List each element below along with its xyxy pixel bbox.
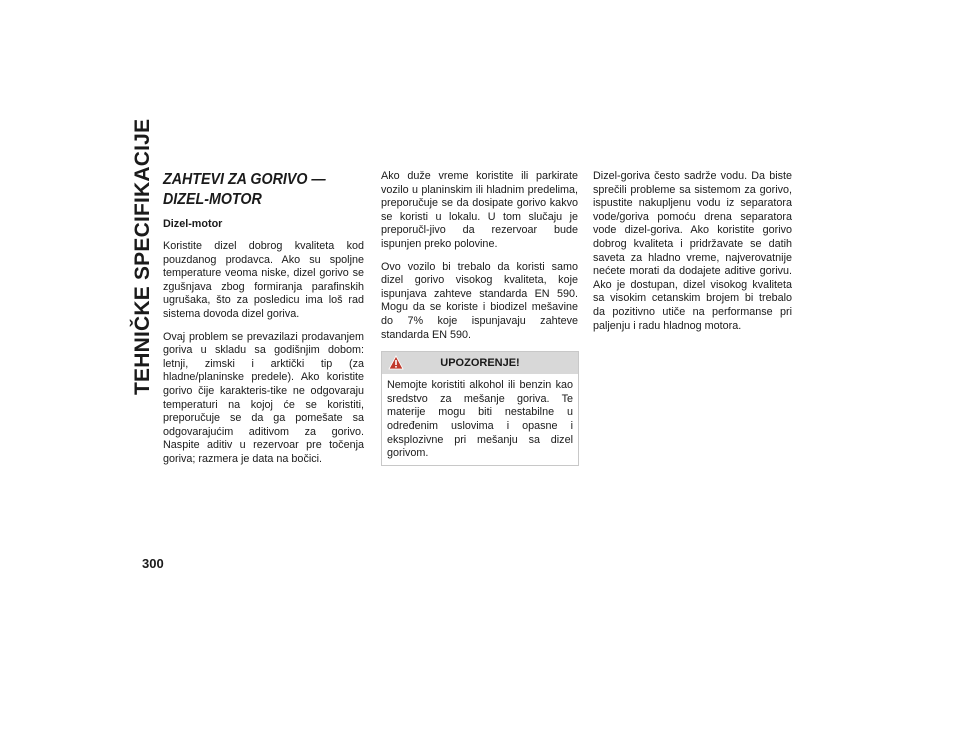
- section-title-line2: DIZEL-MOTOR: [163, 191, 262, 208]
- warning-text: Nemojte koristiti alkohol ili benzin kao sredstvo za mešanje goriva. Te materije mogu biti nestabilne u određenim uslovima i opasne i eksplozivne pri mešanju sa dizel gorivom.: [387, 379, 573, 460]
- section-title: [163, 170, 361, 210]
- paragraph: Koristite dizel dobrog kvaliteta kod pouzdanog prodavca. Ako su spoljne temperature veoma niske, dizel gorivo se zgušnjava zbog formiranja parafinskih ugrušaka, što za posledicu ima loš rad sistema dovoda dizel goriva.: [163, 240, 364, 320]
- warning-box: [381, 351, 579, 466]
- paragraph: Ako duže vreme koristite ili parkirate vozilo u planinskim ili hladnim predelima, preporučuje se da dosipate gorivo kakvo se koristi u lokalu. U tom slučaju je preporučl-jivo da rezervoar bude ispunjen preko polovine.: [381, 170, 578, 250]
- warning-title: UPOZORENJE!: [440, 357, 520, 370]
- paragraph: Ovo vozilo bi trebalo da koristi samo dizel gorivo visokog kvaliteta, koje ispunjava zahteve standarda EN 590. Mogu da se koriste i biodizel mešavine do 7% koje ispunjavaju zahteve standarda EN 590.: [381, 260, 578, 341]
- warning-header: [382, 352, 578, 374]
- column-right: [593, 170, 792, 342]
- page-number: 300: [142, 556, 164, 571]
- section-subtitle: Dizel-motor: [163, 218, 223, 230]
- column-middle: [381, 170, 578, 466]
- warning-triangle-icon: [388, 355, 404, 370]
- paragraph: Dizel-goriva često sadrže vodu. Da biste sprečili probleme sa sistemom za gorivo, ispustite nakupljenu vodu iz separatora vode/goriva pomoću drena separatora vode dizel-goriva. Ako koristite gorivo dobrog kvaliteta i pridržavate se datih saveta za hladno vreme, najverovatnije nećete morati da dodajete aditive gorivu. Ako je dostupan, dizel visokog kvaliteta sa visokim cetanskim brojem bi trebalo da pozitivno utiče na performanse pri paljenju i radu hladnog motora.: [593, 170, 792, 332]
- side-tab-title: TEHNIČKE SPECIFIKACIJE: [131, 118, 154, 395]
- paragraph: Ovaj problem se prevazilazi prodavanjem goriva u skladu sa godišnjim dobom: letnji, zimski i arktički tip (za hladne/planinske predele). Ako koristite gorivo čije karakteris-tike ne odgovaraju temperaturi na kojoj će se koristiti, preporučuje se da ga pomešate sa odgovarajućim aditivom za gorivo. Naspite aditiv u rezervoar pre točenja goriva; razmera je data na bočici.: [163, 330, 364, 465]
- section-title-line1: ZAHTEVI ZA GORIVO —: [163, 171, 326, 188]
- column-left: [163, 170, 364, 476]
